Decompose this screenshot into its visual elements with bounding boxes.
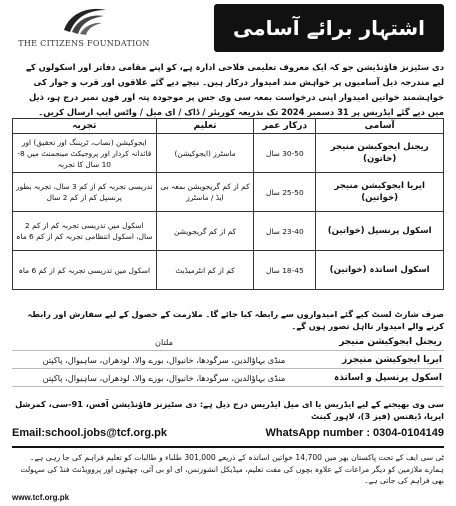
cell-post: اسکول اساتذہ (خواتین) — [316, 251, 444, 290]
header — [0, 0, 456, 56]
cell-post: ایریا ایجوکیشن منیجر (خواتین) — [316, 173, 444, 212]
cell-education: کم از کم گریجویشن — [156, 212, 254, 251]
apply-address: سی وی بھیجنے کے لیے ایڈریس یا ای میل ایڈریس درج ذیل ہے: دی سٹیزنز فاؤنڈیشن آفس، 91-سی، کمرشل ایریا، ڈیفنس (فیز 3)، لاہور کینٹ — [15, 399, 444, 421]
email-address[interactable]: Email:school.jobs@tcf.org.pk — [12, 427, 167, 439]
table-row — [13, 134, 444, 173]
header-post: آسامی — [316, 119, 444, 134]
website-link[interactable]: www.tcf.org.pk — [12, 493, 70, 502]
header-education: تعلیم — [156, 119, 254, 134]
cell-education: ماسٹرز (ایجوکیشن) — [156, 134, 254, 173]
header-age: درکار عمر — [254, 119, 316, 134]
table-row — [13, 212, 444, 251]
location-post: ریجنل ایجوکیشن منیجر — [339, 336, 442, 347]
cell-experience: اسکول میں تدریسی تجربہ کم از کم 6 ماہ — [13, 251, 157, 290]
org-name: THE CITIZENS FOUNDATION — [18, 39, 150, 48]
location-post: ایریا ایجوکیشن منیجرز — [341, 354, 442, 365]
table-row — [13, 251, 444, 290]
cell-post: اسکول پرنسپل (خواتین) — [316, 212, 444, 251]
jobs-table — [12, 118, 444, 290]
title-banner — [214, 4, 444, 52]
locations-list — [12, 333, 444, 387]
cell-age: 25-50 سال — [254, 173, 316, 212]
location-cities: منڈی بہاؤالدین، سرگودھا، خانیوال، بورے والا، لودھراں، ساہیوال، پاکپتن — [42, 372, 286, 383]
cell-experience: تدریسی تجربہ کم از کم 3 سال، تجربہ بطور پرنسپل کم از کم 2 سال — [13, 173, 157, 212]
cell-age: 18-45 سال — [254, 251, 316, 290]
cell-experience: اسکول میں تدریسی تجربہ کم از کم 2 سال، اسکول انتظامی تجربہ کم از کم 6 ماہ — [13, 212, 157, 251]
divider — [12, 446, 444, 448]
swoosh-logo-icon — [60, 4, 108, 38]
cell-post: ریجنل ایجوکیشن منیجر (خاتون) — [316, 134, 444, 173]
table-header-row — [13, 119, 444, 134]
header-experience: تجربہ — [13, 119, 157, 134]
shortlist-note: صرف شارٹ لسٹ کیے گئے امیدواروں سے رابطہ کیا جائے گا۔ ملازمت کے حصول کے لیے سفارش اور رابطہ کرنے والے امیدوار نااہل تصور ہوں گے۔ — [27, 309, 444, 331]
cell-age: 23-40 سال — [254, 212, 316, 251]
cell-education: کم از کم انٹرمیڈیٹ — [156, 251, 254, 290]
whatsapp-number[interactable]: WhatsApp number : 0304-0104149 — [265, 427, 444, 439]
contact-row — [12, 425, 444, 441]
cell-age: 30-50 سال — [254, 134, 316, 173]
cell-education: کم از کم گریجویشن بمعہ بی ایڈ / ماسٹرز — [156, 173, 254, 212]
list-item — [12, 351, 444, 369]
table-row — [13, 173, 444, 212]
list-item — [12, 369, 444, 387]
tcf-logo — [14, 4, 154, 52]
page-title: اشتہار برائے آسامی — [232, 16, 426, 40]
location-post: اسکول پرنسپل و اساتذہ — [333, 372, 442, 383]
list-item — [12, 333, 444, 351]
location-cities: منڈی بہاؤالدین، سرگودھا، خانیوال، بورے والا، لودھراں، ساہیوال، پاکپتن — [42, 354, 286, 365]
cell-experience: ایجوکیشن (نصاب، ٹریننگ اور تحقیق) اور قائدانہ کردار اور پروجیکٹ مینجمنٹ میں 8-10 سال کا تجربہ — [13, 134, 157, 173]
location-cities: ملتان — [154, 336, 174, 347]
footer-paragraph: ٹی سی ایف کے تحت پاکستان بھر میں 14,700 خواتین اساتذہ کے ذریعے 301,000 طلباء و طالبات کو تعلیم فراہم کی جا رہی ہے۔ ہمارے ملازمین کو دیگر مراعات کے علاوہ بچوں کی مفت تعلیم، میڈیکل انشورنس، ای او بی آئی، چھٹیوں اور پروویڈنٹ فنڈ کی سہولت بھی فراہم کی جاتی ہے۔ — [20, 453, 444, 485]
intro-paragraph: دی سٹیزنز فاؤنڈیشن جو کہ ایک معروف تعلیمی فلاحی ادارہ ہے، کو اپنے مقامی دفاتر اور اسکولوں کے لیے مندرجہ ذیل آسامیوں پر خواہش مند امیدوار درکار ہیں۔ نیچے دیے گئے علاقوں اور قرب و جوار کی خواہشمند خواتین امیدوار اپنی درخواست بمعہ سی وی جس پر موجودہ پتہ اور فون نمبر درج ہو، ذیل میں دیے گئے ایڈریس پر 31 دسمبر 2024 تک بذریعہ کوریئر / ڈاک / ای میل / واٹس ایپ ارسال کریں۔ — [25, 62, 444, 117]
